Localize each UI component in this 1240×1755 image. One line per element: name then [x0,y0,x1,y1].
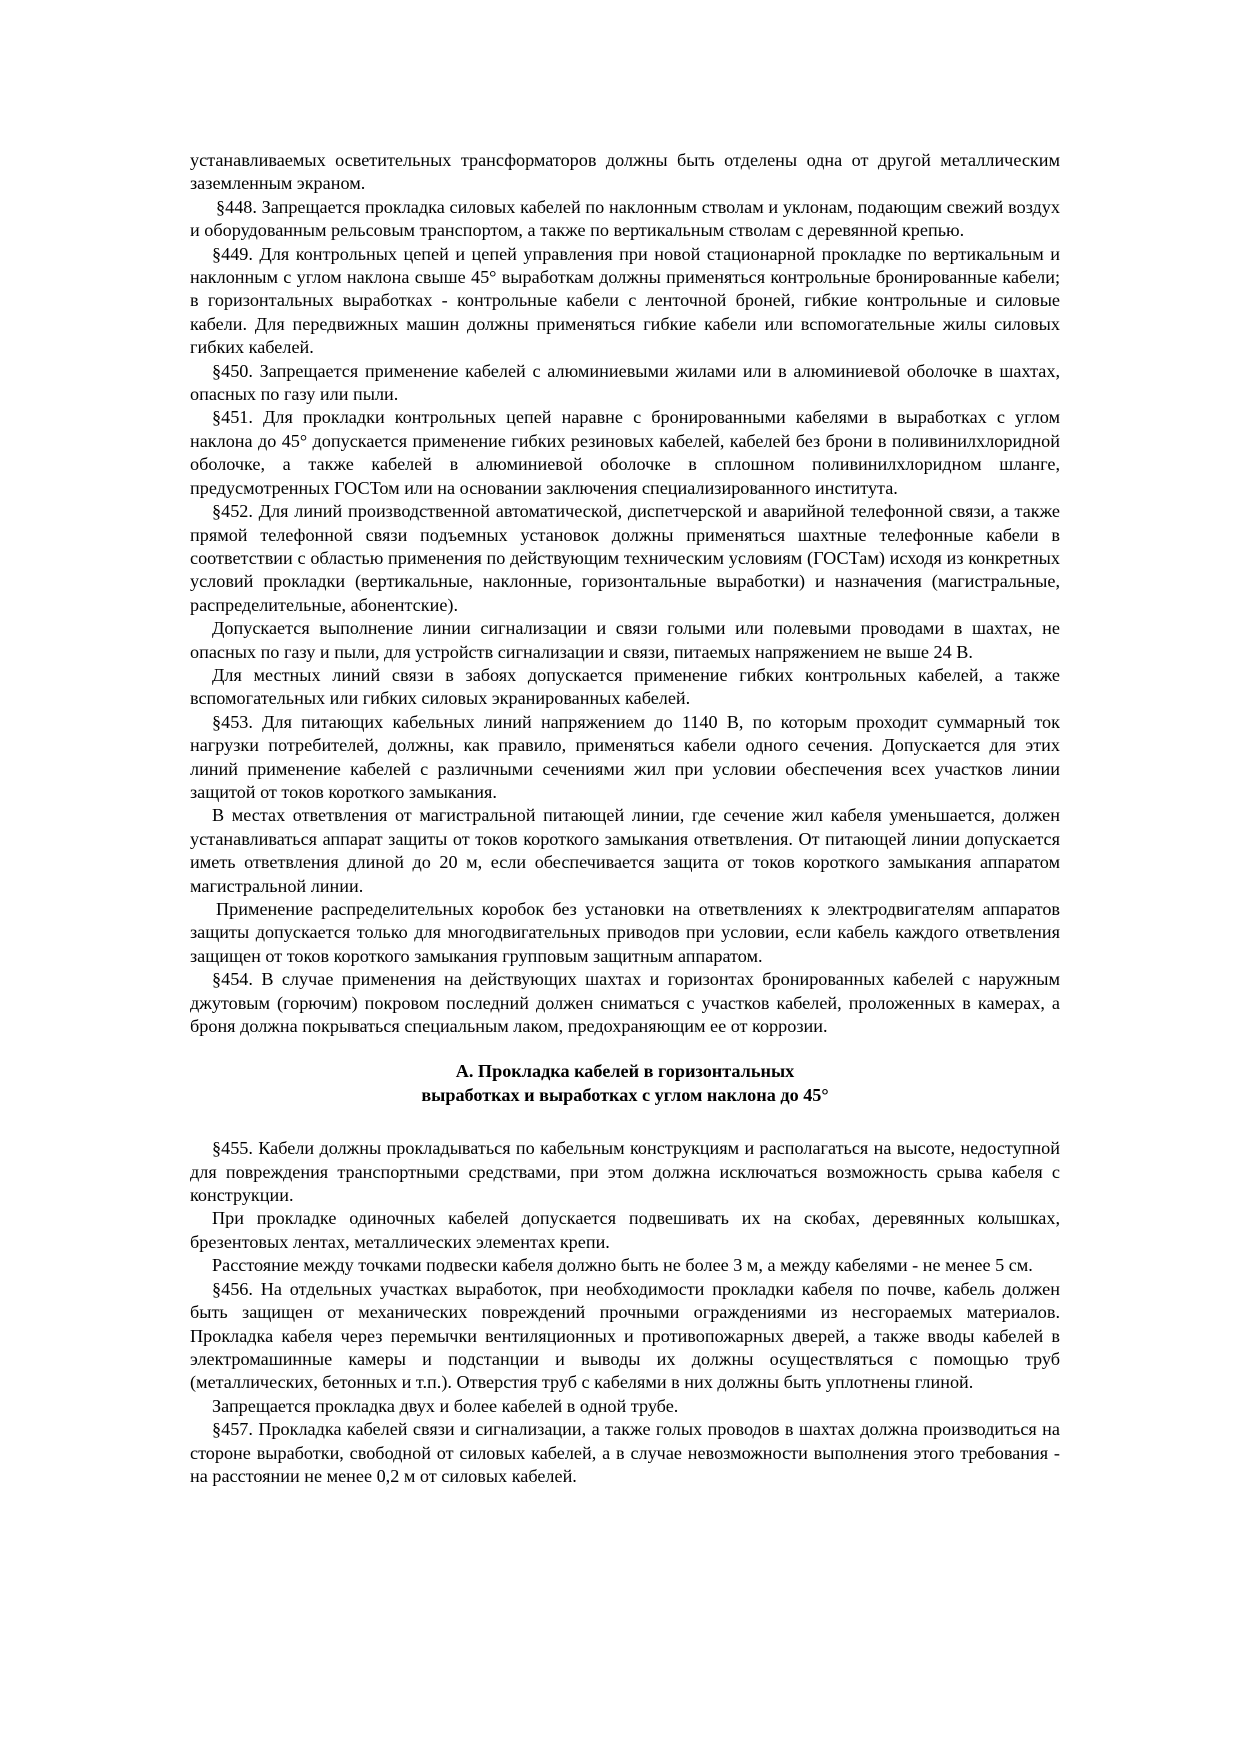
paragraph-453-branches: В местах ответвления от магистральной питающей линии, где сечение жил кабеля уменьшается, должен устанавливаться аппарат защиты от токов короткого замыкания ответвления. От питающей линии допускается иметь ответвления длиной до 20 м, если обеспечивается защита от токов короткого замыкания аппаратом магистральной линии. [190,805,1060,896]
paragraph-456: §456. На отдельных участках выработок, при необходимости прокладки кабеля по почве, кабель должен быть защищен от механических повреждений прочными ограждениями из несгораемых материалов. Прокладка кабеля через перемычки вентиляционных и противопожарных дверей, а также вводы кабелей в электромашинные камеры и подстанции и выводы их должны осуществляться с помощью труб (металлических, бетонных и т.п.). Отверстия труб с кабелями в них должны быть уплотнены глиной. [190,1278,1060,1393]
section-heading-line-1: А. Прокладка кабелей в горизонтальных [455,1061,795,1082]
paragraph-456-one-pipe: Запрещается прокладка двух и более кабелей в одной трубе. [212,1395,679,1416]
paragraph-continuation: устанавливаемых осветительных трансформаторов должны быть отделены одна от другой металлическим заземленным экраном. [190,150,1060,194]
paragraph-455-single-cables: При прокладке одиночных кабелей допускается подвешивать их на скобах, деревянных колышках, брезентовых лентах, металлических элементах крепи. [190,1208,1060,1252]
document-body [190,149,1060,1488]
paragraph-448: §448. Запрещается прокладка силовых кабелей по наклонным стволам и уклонам, подающим свежий воздух и оборудованным рельсовым транспортом, а также по вертикальным стволам с деревянной крепью. [190,196,1060,241]
paragraph-452-local-lines: Для местных линий связи в забоях допускается применение гибких контрольных кабелей, а также вспомогательных или гибких силовых экранированных кабелей. [190,664,1060,709]
paragraph-452-signal-lines: Допускается выполнение линии сигнализации и связи голыми или полевыми проводами в шахтах, не опасных по газу и пыли, для устройств сигнализации и связи, питаемых напряжением не выше 24 В. [190,618,1060,662]
paragraph-453: §453. Для питающих кабельных линий напряжением до 1140 В, по которым проходит суммарный ток нагрузки потребителей, должны, как правило, применяться кабели одного сечения. Допускается для этих линий применение кабелей с различными сечениями жил при условии обеспечения всех участков линии защитой от токов короткого замыкания. [190,711,1060,802]
paragraph-449: §449. Для контрольных цепей и цепей управления при новой стационарной прокладке по вертикальным и наклонным с углом наклона свыше 45° выработкам должны применяться контрольные бронированные кабели; в горизонтальных выработках - контрольные кабели с ленточной броней, гибкие контрольные и силовые кабели. Для передвижных машин должны применяться гибкие кабели или вспомогательные жилы силовых гибких кабелей. [190,243,1060,358]
paragraph-450: §450. Запрещается применение кабелей с алюминиевыми жилами или в алюминиевой оболочке в шахтах, опасных по газу или пыли. [190,360,1060,405]
paragraph-452: §452. Для линий производственной автоматической, диспетчерской и аварийной телефонной связи, а также прямой телефонной связи подъемных установок должны применяться шахтные телефонные кабели в соответствии с областью применения по действующим техническим условиям (ГОСТам) исходя из конкретных условий прокладки (вертикальные, наклонные, горизонтальные выработки) и назначения (магистральные, распределительные, абонентские). [190,501,1060,615]
paragraph-453-junction-boxes: Применение распределительных коробок без установки на ответвлениях к электродвигателям аппаратов защиты допускается только для многодвигательных приводов при условии, если кабель каждого ответвления защищен от токов короткого замыкания групповым защитным аппаратом. [190,899,1060,966]
section-heading-line-2: выработках и выработках с углом наклона до 45° [421,1084,829,1105]
paragraph-451: §451. Для прокладки контрольных цепей наравне с бронированными кабелями в выработках с углом наклона до 45° допускается применение гибких резиновых кабелей, кабелей без брони в поливинилхлоридной оболочке, а также кабелей в алюминиевой оболочке в сплошном поливинилхлоридном шланге, предусмотренных ГОСТом или на основании заключения специализированного института. [190,407,1060,498]
paragraph-455: §455. Кабели должны прокладываться по кабельным конструкциям и располагаться на высоте, недоступной для повреждения транспортными средствами, при этом должна исключаться возможность срыва кабеля с конструкции. [190,1138,1060,1206]
paragraph-454: §454. В случае применения на действующих шахтах и горизонтах бронированных кабелей с наружным джутовым (горючим) покровом последний должен сниматься с участков кабелей, проложенных в камерах, а броня должна покрываться специальным лаком, предохраняющим ее от коррозии. [190,969,1060,1037]
section-heading [190,1060,1060,1107]
paragraph-457: §457. Прокладка кабелей связи и сигнализации, а также голых проводов в шахтах должна производиться на стороне выработки, свободной от силовых кабелей, а в случае невозможности выполнения этого требования - на расстоянии не менее 0,2 м от силовых кабелей. [190,1419,1060,1486]
paragraph-455-distance: Расстояние между точками подвески кабеля должно быть не более 3 м, а между кабелями - не менее 5 см. [212,1255,1033,1276]
